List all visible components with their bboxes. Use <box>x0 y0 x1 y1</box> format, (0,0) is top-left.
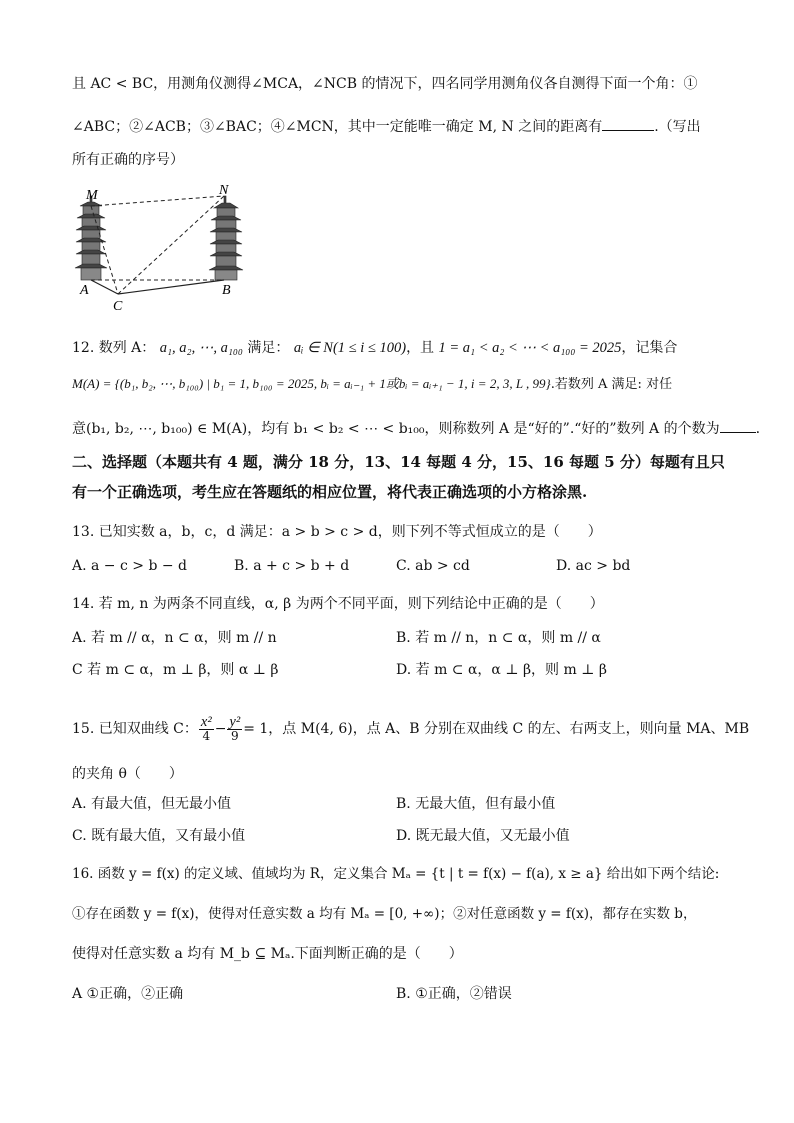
q12-line-2-tail: .若数列 A 满足: 对任 <box>550 377 673 392</box>
q13-option-d[interactable]: D. ac > bd <box>556 558 631 574</box>
q13-option-b[interactable]: B. a + c > b + d <box>234 558 350 574</box>
section-2-heading-line-1: 二、选择题（本题共有 4 题，满分 18 分，13、14 每题 4 分，15、16 每题 5 分）每题有且只 <box>72 453 725 471</box>
q15-fraction-y: $\frac{\text{y²}}{9}$ <box>229 713 241 743</box>
q13-stem: 13. 已知实数 a，b，c，d 满足：a > b > c > d，则下列不等式恒成立的是（ ） <box>72 524 602 540</box>
q12-line-3 <box>72 418 761 439</box>
answer-blank[interactable] <box>602 116 654 131</box>
q11-line-2 <box>72 116 738 137</box>
q15-option-c[interactable]: C. 既有最大值，又有最小值 <box>72 828 246 844</box>
q14-option-b[interactable]: B. 若 m // n，n ⊂ α，则 m // α <box>396 630 601 646</box>
q11-line-1: 且 AC < BC，用测角仪测得∠MCA，∠NCB 的情况下，四名同学用测角仪各自测得下面一个角：① <box>72 76 698 92</box>
q11-line-2-tail: .（写出 <box>654 119 701 135</box>
q15-stem <box>72 712 750 746</box>
left-pagoda-icon <box>75 196 107 280</box>
label-B: B <box>222 283 231 298</box>
q14-option-a[interactable]: A. 若 m // α，n ⊂ α，则 m // n <box>72 630 277 646</box>
label-C: C <box>113 299 123 314</box>
q12-and: ，且 <box>406 340 435 356</box>
q16-option-b[interactable]: B. ①正确，②错误 <box>396 986 512 1002</box>
q16-line-2: ①存在函数 y = f(x)，使得对任意实数 a 均有 Mₐ = [0, +∞)；②对任意函数 y = f(x)，都存在实数 b， <box>72 906 697 922</box>
q15-option-a[interactable]: A. 有最大值，但无最小值 <box>72 796 232 812</box>
answer-blank[interactable] <box>720 418 756 433</box>
q16-line-3: 使得对任意实数 a 均有 M_b ⊆ Mₐ.下面判断正确的是（ ） <box>72 946 463 962</box>
q12-line-1 <box>72 338 738 358</box>
q12-sequence: a₁, a₂, ⋯, a₁₀₀ <box>159 340 243 356</box>
q13-option-c[interactable]: C. ab > cd <box>396 558 470 574</box>
q15-fraction-x: $\frac{\text{x²}}{4}$ <box>200 713 212 743</box>
q15-stem-text: = 1，点 M(4, 6)，点 A、B 分别在双曲线 C 的左、右两支上，则向量 MA、MB <box>243 721 750 737</box>
q16-line-1: 16. 函数 y = f(x) 的定义域、值域均为 R，定义集合 Mₐ = {t | t = f(x) − f(a), x ≥ a} 给出如下两个结论: <box>72 866 720 882</box>
q15-prefix: 15. 已知双曲线 C： <box>72 721 198 737</box>
label-M: M <box>86 188 98 203</box>
q12-satisfy: 满足： <box>247 340 290 356</box>
label-N: N <box>219 183 229 198</box>
q14-stem: 14. 若 m, n 为两条不同直线，α, β 为两个不同平面，则下列结论中正确的是（ ） <box>72 596 604 612</box>
q13-option-a[interactable]: A. a − c > b − d <box>72 558 188 574</box>
q12-record: ，记集合 <box>621 340 678 356</box>
q12-set-definition: M(A) = {(b₁, b₂, ⋯, b₁₀₀) | b₁ = 1, b₁₀₀ = 2025, bᵢ = aᵢ₋₁ + 1或bᵢ = aᵢ₊₁ − 1, i = 2, 3, L , 99} <box>72 376 551 391</box>
q11-line-2-text: ∠ABC；②∠ACB；③∠BAC；④∠MCN，其中一定能唯一确定 M, N 之间的距离有 <box>72 119 603 135</box>
right-pagoda-icon <box>209 196 243 280</box>
q15-option-d[interactable]: D. 既无最大值，又无最小值 <box>396 828 570 844</box>
section-2-heading-line-2: 有一个正确选项，考生应在答题纸的相应位置，将代表正确选项的小方格涂黑. <box>72 483 588 501</box>
q15-option-b[interactable]: B. 无最大值，但有最小值 <box>396 796 556 812</box>
q12-line-3-text: 意(b₁, b₂, ⋯, b₁₀₀) ∈ M(A)，均有 b₁ < b₂ < ⋯ < b₁₀₀，则称数列 A 是“好的”.“好的”数列 A 的个数为 <box>72 421 720 437</box>
label-A: A <box>80 283 89 298</box>
q15-stem-line-2: 的夹角 θ（ ） <box>72 766 183 782</box>
q12-label: 12. 数列 A： <box>72 340 156 356</box>
pagoda-figure <box>72 180 252 315</box>
q15-minus: − <box>214 721 227 737</box>
q14-option-c[interactable]: C 若 m ⊂ α，m ⊥ β，则 α ⊥ β <box>72 662 279 678</box>
q16-option-a[interactable]: A ①正确，②正确 <box>72 986 184 1002</box>
q12-condition-2: 1 = a₁ < a₂ < ⋯ < a₁₀₀ = 2025 <box>438 340 622 356</box>
q12-condition-1: aᵢ ∈ N(1 ≤ i ≤ 100) <box>293 340 407 356</box>
q12-line-3-tail: . <box>755 421 761 437</box>
q11-line-3: 所有正确的序号） <box>72 152 184 168</box>
q12-line-2 <box>72 374 738 395</box>
q14-option-d[interactable]: D. 若 m ⊂ α，α ⊥ β，则 m ⊥ β <box>396 662 607 678</box>
